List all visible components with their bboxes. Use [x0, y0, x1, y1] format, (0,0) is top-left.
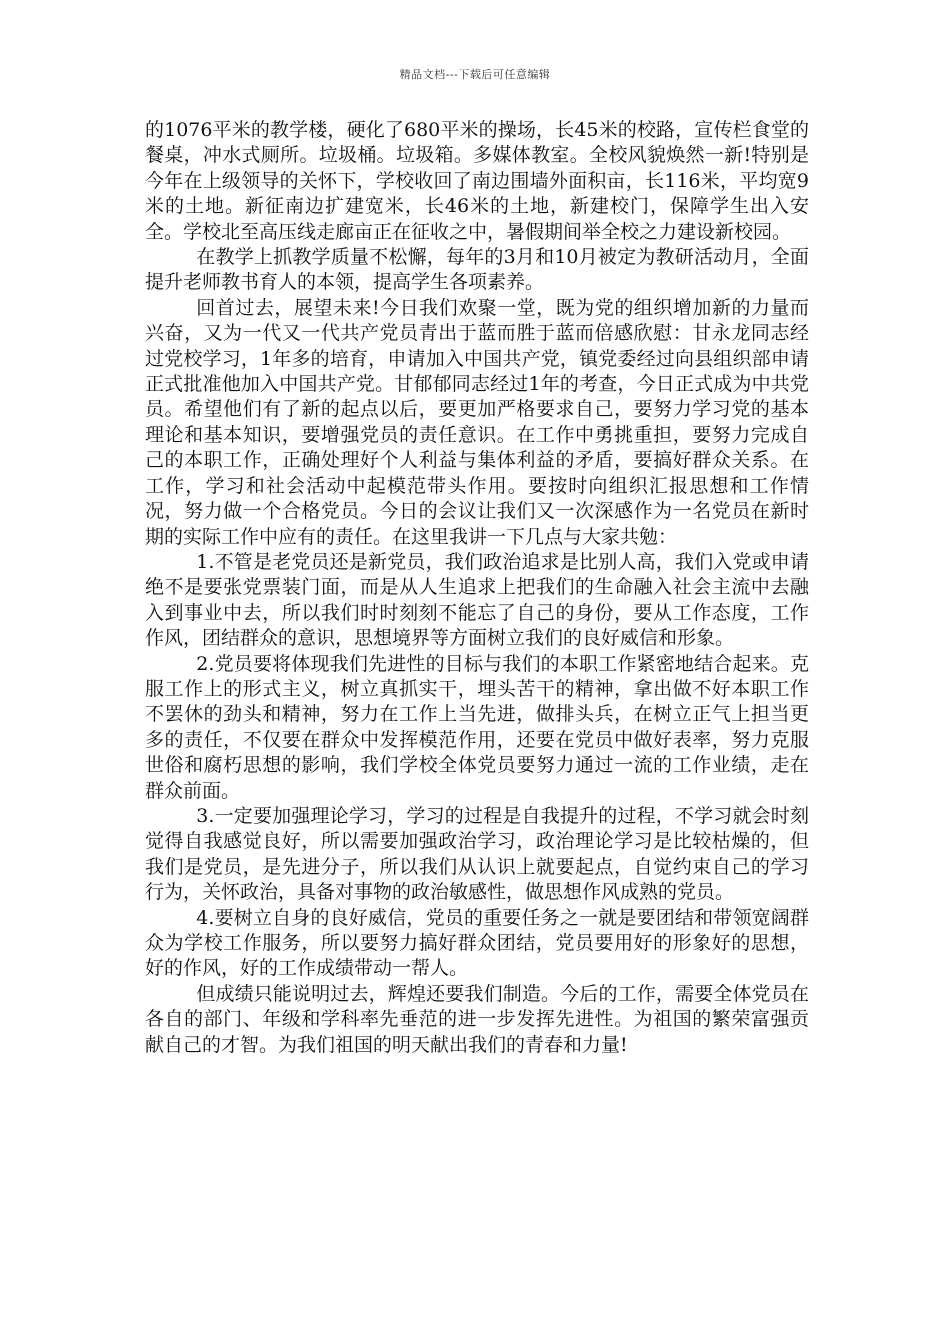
document-body: [145, 118, 809, 1058]
page-header: 精品文档---下载后可任意编辑: [399, 68, 551, 81]
paragraph-3: 回首过去，展望未来!今日我们欢聚一堂，既为党的组织增加新的力量而兴奋，又为一代又一代共产党员青出于蓝而胜于蓝而倍感欣慰：甘永龙同志经过党校学习，1年多的培育，申请加入中国共产党，镇党委经过向县组织部申请正式批准他加入中国共产党。甘郁郁同志经过1年的考查，今日正式成为中共党员。希望他们有了新的起点以后，要更加严格要求自己，要努力学习党的基本理论和基本知识，要增强党员的责任意识。在工作中勇挑重担，要努力完成自己的本职工作，正确处理好个人利益与集体利益的矛盾，要搞好群众关系。在工作，学习和社会活动中起模范带头作用。要按时向组织汇报思想和工作情况，努力做一个合格党员。今日的会议让我们又一次深感作为一名党员在新时期的实际工作中应有的责任。在这里我讲一下几点与大家共勉：: [145, 296, 809, 548]
paragraph-7: 4.要树立自身的良好威信，党员的重要任务之一就是要团结和带领宽阔群众为学校工作服务，所以要努力搞好群众团结，党员要用好的形象好的思想，好的作风，好的工作成绩带动一帮人。: [145, 906, 809, 980]
paragraph-2: 在教学上抓教学质量不松懈，每年的3月和10月被定为教研活动月，全面提升老师教书育人的本领，提高学生各项素养。: [145, 246, 809, 294]
paragraph-8: 但成绩只能说明过去，辉煌还要我们制造。今后的工作，需要全体党员在各自的部门、年级和学科率先垂范的进一步发挥先进性。为祖国的繁荣富强贡献自己的才智。为我们祖国的明天献出我们的青春和力量!: [145, 982, 809, 1056]
paragraph-4: 1.不管是老党员还是新党员，我们政治追求是比别人高，我们入党或申请绝不是要张党票装门面，而是从人生追求上把我们的生命融入社会主流中去融入到事业中去，所以我们时时刻刻不能忘了自己的身份，要从工作态度，工作作风，团结群众的意识，思想境界等方面树立我们的良好威信和形象。: [145, 550, 809, 650]
paragraph-5: 2.党员要将体现我们先进性的目标与我们的本职工作紧密地结合起来。克服工作上的形式主义，树立真抓实干，埋头苦干的精神，拿出做不好本职工作不罢休的劲头和精神，努力在工作上当先进，做排头兵，在树立正气上担当更多的责任，不仅要在群众中发挥模范作用，还要在党员中做好表率，努力克服世俗和腐朽思想的影响，我们学校全体党员要努力通过一流的工作业绩，走在群众前面。: [145, 652, 809, 802]
paragraph-1: 的1076平米的教学楼，硬化了680平米的操场，长45米的校路，宣传栏食堂的餐桌，冲水式厕所。垃圾桶。垃圾箱。多媒体教室。全校风貌焕然一新!特别是今年在上级领导的关怀下，学校收回了南边围墙外面积亩，长116米，平均宽9米的土地。新征南边扩建宽米，长46米的土地，新建校门，保障学生出入安全。学校北至高压线走廊亩正在征收之中，暑假期间举全校之力建设新校园。: [145, 119, 809, 243]
paragraph-6: 3.一定要加强理论学习，学习的过程是自我提升的过程，不学习就会时刻觉得自我感觉良好，所以需要加强政治学习，政治理论学习是比较枯燥的，但我们是党员，是先进分子，所以我们从认识上就要起点，自觉约束自己的学习行为，关怀政治，具备对事物的政治敏感性，做思想作风成熟的党员。: [145, 804, 809, 904]
